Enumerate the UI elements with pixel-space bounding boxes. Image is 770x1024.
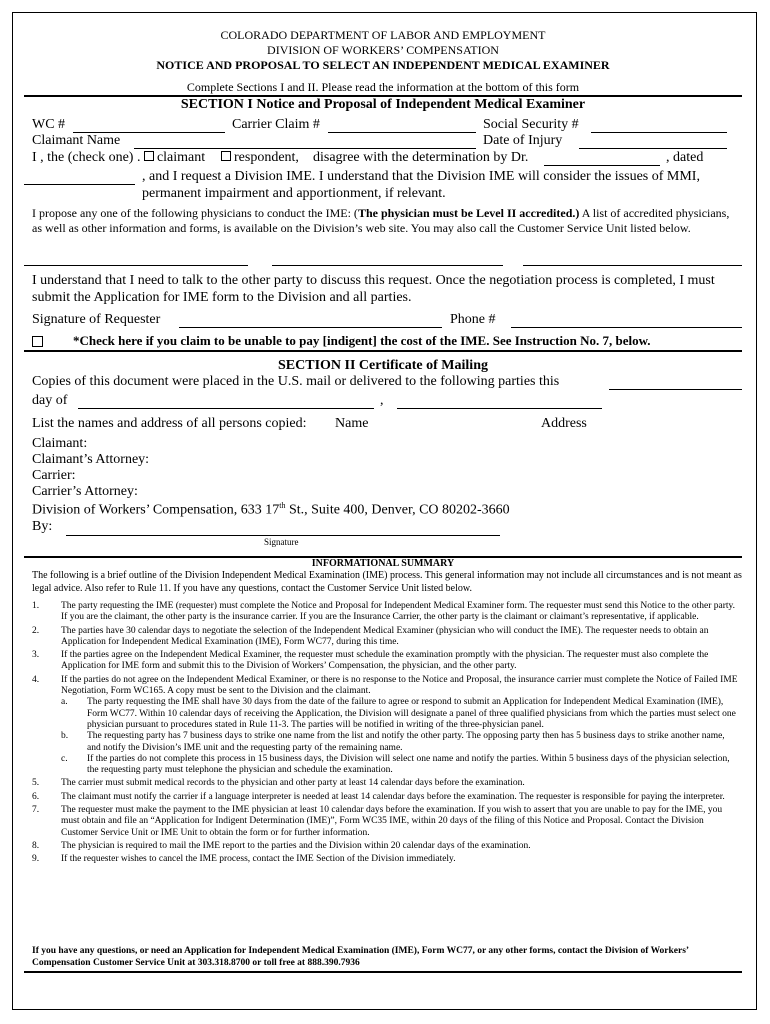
sub-item bbox=[61, 731, 740, 754]
indigent-text: *Check here if you claim to be unable to pay [indigent] the cost of the IME. See Instruction No. 7, below. bbox=[73, 333, 651, 348]
item-number: 1. bbox=[32, 601, 40, 611]
ssn-field[interactable] bbox=[591, 132, 727, 133]
agency-name: COLORADO DEPARTMENT OF LABOR AND EMPLOYMENT bbox=[220, 28, 546, 42]
claimant-checkbox[interactable] bbox=[144, 151, 154, 161]
comma: , bbox=[380, 393, 384, 408]
division-address bbox=[32, 501, 510, 519]
division-name: DIVISION OF WORKERS’ COMPENSATION bbox=[267, 43, 499, 57]
item-number: 6. bbox=[32, 791, 40, 802]
respondent-option bbox=[221, 150, 299, 166]
summary-intro: The following is a brief outline of the Division Independent Medical Examination (IME) process. This general information may not include all circumstances and is not meant as legal advice. Also refer to Rule 11. If you have any questions, contact the Customer Service Unit listed below. bbox=[32, 570, 742, 594]
sub-item bbox=[61, 754, 740, 777]
address-column: Address bbox=[541, 416, 587, 431]
respondent-option-label: respondent, bbox=[234, 150, 299, 165]
dated-label: , dated bbox=[666, 150, 704, 165]
sub-list bbox=[61, 697, 740, 776]
section2-heading: SECTION II Certificate of Mailing bbox=[278, 358, 488, 373]
summary-heading: INFORMATIONAL SUMMARY bbox=[311, 558, 455, 569]
claimant-attorney-recipient: Claimant’s Attorney: bbox=[32, 452, 150, 467]
signature-caption: Signature bbox=[264, 537, 299, 547]
carrier-claim-field[interactable] bbox=[328, 132, 476, 133]
request-text-2: permanent impairment and apportionment, if relevant. bbox=[142, 186, 446, 201]
item-number: 2. bbox=[32, 625, 40, 636]
date-injury-field[interactable] bbox=[579, 148, 727, 149]
sub-item-text: The requesting party has 7 business days to strike one name from the list and notify the other party. The opposing party then has 5 business days to strike another name, and notify the Division’s IME unit and the requesting party of the remaining name. bbox=[87, 731, 725, 753]
physician-1-field[interactable] bbox=[24, 265, 248, 266]
respondent-checkbox[interactable] bbox=[221, 151, 231, 161]
sub-item-text: If the parties do not complete this process in 15 business days, the Division will select one name and notify the parties. Within 5 business days of the physician selection, the requesting party must telephone the physician and schedule the examination. bbox=[87, 753, 730, 776]
list-item bbox=[32, 650, 740, 673]
list-item bbox=[32, 841, 740, 852]
mailer-signature-field[interactable] bbox=[66, 535, 500, 536]
physician-3-field[interactable] bbox=[523, 265, 742, 266]
ssn-label: Social Security # bbox=[483, 117, 579, 132]
propose-paragraph bbox=[32, 206, 740, 235]
understand-paragraph: I understand that I need to talk to the other party to discuss this request. Once the negotiation process is completed, I must submit the Application for IME form to the Division and all parties. bbox=[32, 273, 715, 305]
propose-text-1: I propose any one of the following physicians to conduct the IME: ( bbox=[32, 206, 358, 220]
physician-2-field[interactable] bbox=[272, 265, 503, 266]
form-title: NOTICE AND PROPOSAL TO SELECT AN INDEPENDENT MEDICAL EXAMINER bbox=[156, 58, 610, 72]
propose-text-2: A list of accredited physicians, as well as other information and forms, is available on the Division’s web site. You may also call the Customer Service Unit listed below. bbox=[32, 206, 730, 235]
item-number: 3. bbox=[32, 650, 40, 661]
day-of-label: day of bbox=[32, 393, 68, 408]
mail-day-field[interactable] bbox=[609, 389, 742, 390]
list-item bbox=[32, 675, 740, 777]
carrier-attorney-recipient: Carrier’s Attorney: bbox=[32, 484, 138, 499]
item-number: 9. bbox=[32, 854, 40, 865]
ordinal-suffix: th bbox=[279, 501, 286, 510]
item-number: 8. bbox=[32, 840, 40, 851]
item-text: If the requester wishes to cancel the IME process, contact the IME Section of the Division immediately. bbox=[61, 854, 456, 865]
name-column: Name bbox=[335, 416, 369, 431]
by-label: By: bbox=[32, 519, 53, 534]
list-item bbox=[32, 778, 740, 789]
item-text: The carrier must submit medical records to the physician and other party at least 14 calendar days before the examination. bbox=[61, 778, 525, 789]
phone-label: Phone # bbox=[450, 312, 496, 327]
divider bbox=[24, 350, 742, 352]
sub-item-letter: c. bbox=[61, 753, 68, 764]
mail-month-field[interactable] bbox=[78, 408, 374, 409]
check-one-prefix: I , the (check one) . bbox=[32, 150, 141, 165]
date-injury-label: Date of Injury bbox=[483, 133, 563, 148]
item-number: 4. bbox=[32, 674, 40, 685]
instructions: Complete Sections I and II. Please read the information at the bottom of this form bbox=[186, 80, 580, 94]
check-one-line bbox=[32, 150, 205, 166]
carrier-recipient: Carrier: bbox=[32, 468, 76, 483]
phone-field[interactable] bbox=[511, 327, 742, 328]
divider bbox=[24, 971, 742, 973]
copies-text: Copies of this document were placed in the U.S. mail or delivered to the following parties this bbox=[32, 374, 560, 389]
item-text: If the parties do not agree on the Independent Medical Examiner, or there is no response to the Notice and Proposal, the insurance carrier must complete the Notice of Failed IME Negotiation, Form WC165. A copy must be sent to the Division and the claimant. bbox=[61, 674, 738, 697]
claimant-name-field[interactable] bbox=[134, 148, 476, 149]
claimant-recipient: Claimant: bbox=[32, 436, 88, 451]
indigent-checkbox-box bbox=[32, 336, 43, 347]
signature-label: Signature of Requester bbox=[32, 312, 161, 327]
date-field[interactable] bbox=[24, 184, 135, 185]
item-text: The physician is required to mail the IME report to the parties and the Division within 20 calendar days of the examination. bbox=[61, 840, 531, 851]
disagree-text: disagree with the determination by Dr. bbox=[313, 150, 529, 165]
claimant-option-label: claimant bbox=[156, 150, 206, 165]
item-text: The claimant must notify the carrier if a language interpreter is needed at least 14 calendar days before the examination. The requester is responsible for paying the interpreter. bbox=[61, 791, 725, 802]
wc-label: WC # bbox=[32, 117, 66, 132]
level-ii-note: The physician must be Level II accredited.) bbox=[357, 206, 580, 220]
sub-item bbox=[61, 697, 740, 731]
contact-footer: If you have any questions, or need an Application for Independent Medical Examination (IME), Form WC77, or any other forms, contact the Division of Workers’ Compensation Customer Service Unit at 303.318.8700 or toll free at 888.390.7936 bbox=[32, 946, 689, 968]
item-text: The party requesting the IME (requester) must complete the Notice and Proposal for Independent Medical Examiner form. The requester must send this Notice to the other party. If you are the claimant, the other party is the insurance carrier. If you are the Insurance Carrier, the other party is the claimant or claimant’s representative, if applicable. bbox=[61, 601, 736, 623]
sub-item-text: The party requesting the IME shall have 30 days from the date of the failure to agree or respond to submit an Application for Independent Medical Examination (IME), Form WC77. Within 10 calendar days of receiving the Application, the Division will designate a panel of three qualified physicians from which the parties must select one physician pursuant to procedures stated in Rule 11-3. The parties will be notified in writing of the three-physician panel. bbox=[87, 697, 736, 730]
list-item bbox=[32, 626, 740, 649]
list-item bbox=[32, 805, 740, 839]
sub-item-letter: a. bbox=[61, 697, 68, 708]
claimant-name-label: Claimant Name bbox=[32, 133, 121, 148]
division-address-text: Division of Workers’ Compensation, 633 17 bbox=[32, 502, 280, 518]
item-number: 5. bbox=[32, 778, 40, 789]
signature-field[interactable] bbox=[179, 327, 442, 328]
summary-list bbox=[32, 601, 740, 868]
request-text: , and I request a Division IME. I understand that the Division IME will consider the issues of MMI, bbox=[142, 169, 700, 184]
list-item bbox=[32, 854, 740, 865]
list-item bbox=[32, 792, 740, 803]
section1-heading: SECTION I Notice and Proposal of Independent Medical Examiner bbox=[180, 97, 586, 112]
item-text: If the parties agree on the Independent Medical Examiner, the requester must schedule the examination promptly with the physician. The requester must also complete the Application for IME form and submit this to the Division of Workers’ Compensation, the physician, and the other party. bbox=[61, 650, 709, 672]
doctor-field[interactable] bbox=[544, 165, 660, 166]
list-item bbox=[32, 601, 740, 624]
sub-item-letter: b. bbox=[61, 731, 69, 742]
carrier-claim-label: Carrier Claim # bbox=[232, 117, 320, 132]
item-number: 7. bbox=[32, 805, 40, 816]
division-address-rest: St., Suite 400, Denver, CO 80202-3660 bbox=[285, 502, 510, 518]
list-label: List the names and address of all persons copied: bbox=[32, 416, 307, 431]
item-text: The parties have 30 calendar days to negotiate the selection of the Independent Medical Examiner (physician who will conduct the IME). The requester needs to obtain an Application for Independent Medical Examination (IME), Form WC77, during this time. bbox=[61, 625, 709, 647]
item-text: The requester must make the payment to the IME physician at least 10 calendar days before the examination. If you wish to assert that you are unable to pay for the IME, you must obtain and file an “Application for Indigent Determination (IME)”, Form WC35 IME, within 20 days of the filing of this Notice and Proposal. Contact the Division Customer Service Unit or IME Unit to obtain the form or for further information. bbox=[61, 805, 723, 838]
mail-year-field[interactable] bbox=[397, 408, 602, 409]
